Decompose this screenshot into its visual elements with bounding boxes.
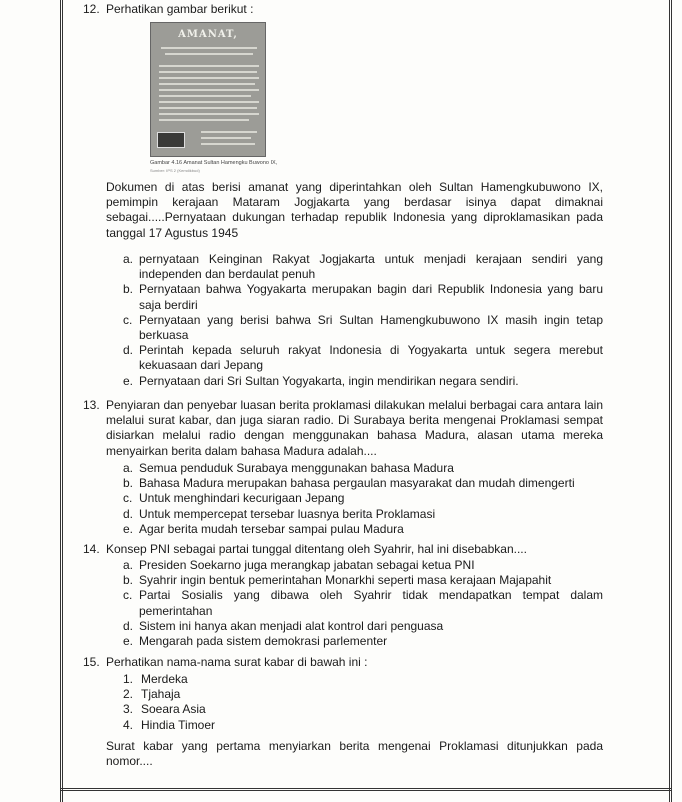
question-13	[83, 398, 603, 459]
list-item	[123, 672, 423, 687]
option-d[interactable]	[123, 507, 603, 522]
option-label: e.	[123, 521, 134, 536]
question-text: Dokumen di atas berisi amanat yang diperintahkan oleh Sultan Hamengkubuwono IX, pemimpin kerajaan Mataram Jogjakarta yang berdasar isinya dapat dimaknai sebagai.....Pernyataan dukungan terhadap republik Indonesia yang diproklamasikan pada tanggal 17 Agustus 1945	[106, 180, 603, 240]
document-text-line	[201, 131, 257, 133]
option-label: d.	[123, 343, 134, 358]
option-label: a.	[123, 252, 134, 266]
list-text: Tjahaja	[141, 687, 181, 702]
document-text-line	[201, 137, 251, 139]
question-12-options	[123, 252, 603, 389]
list-number: 3.	[123, 702, 134, 717]
document-text-line	[201, 143, 255, 145]
question-closing-text: Surat kabar yang pertama menyiarkan berita mengenai Proklamasi ditunjukkan pada nomor....	[106, 739, 603, 769]
option-text: pernyataan Keinginan Rakyat Jogjakarta untuk menjadi kerajaan sendiri yang independen dan berdaulat penuh	[139, 252, 603, 282]
list-item	[123, 702, 423, 717]
document-text-line	[159, 95, 251, 97]
option-label: b.	[123, 282, 134, 297]
option-text: Sistem ini hanya akan menjadi alat kontrol dari penguasa	[139, 618, 444, 633]
question-number: 15.	[83, 655, 100, 669]
document-text-line	[165, 53, 253, 55]
list-item	[123, 718, 423, 733]
figure-caption: Gambar 4.16 Amanat Sultan Hamengku Buwono IX,	[150, 160, 278, 166]
option-text: Bahasa Madura merupakan bahasa pergaulan masyarakat dan mudah dimengerti	[139, 476, 575, 491]
document-text-line	[159, 71, 257, 73]
document-text-line	[159, 107, 257, 109]
document-text-line	[159, 101, 259, 103]
document-text-line	[159, 83, 255, 85]
question-15-closing	[83, 739, 603, 769]
option-c[interactable]	[123, 491, 603, 506]
option-label: c.	[123, 588, 133, 603]
option-b[interactable]	[123, 476, 603, 491]
option-e[interactable]	[123, 522, 603, 537]
document-text-line	[159, 119, 249, 121]
option-label: e.	[123, 373, 134, 388]
figure-source: Sumber: IPS 2 (Kemdikbud)	[150, 168, 200, 173]
list-text: Merdeka	[141, 672, 188, 686]
option-c[interactable]	[123, 313, 603, 343]
option-a[interactable]	[123, 558, 603, 573]
option-text: Pernyataan dari Sri Sultan Yogyakarta, ingin mendirikan negara sendiri.	[139, 373, 519, 388]
list-number: 2.	[123, 687, 134, 702]
option-label: a.	[123, 461, 134, 475]
option-text: Untuk mempercepat tersebar luasnya berita Proklamasi	[139, 506, 436, 521]
option-d[interactable]	[123, 343, 603, 373]
option-label: d.	[123, 618, 134, 633]
option-text: Pernyataan bahwa Yogyakarta merupakan bagin dari Republik Indonesia yang baru saja berdiri	[139, 282, 603, 312]
document-stamp	[157, 132, 185, 148]
newspaper-list	[123, 672, 423, 733]
question-15	[83, 655, 603, 670]
question-number: 14.	[83, 542, 100, 556]
question-number: 12.	[83, 2, 100, 16]
list-number: 4.	[123, 717, 134, 732]
list-text: Hindia Timoer	[141, 717, 216, 732]
question-text: Konsep PNI sebagai partai tunggal ditentang oleh Syahrir, hal ini disebabkan....	[106, 542, 527, 556]
question-text: Perhatikan nama-nama surat kabar di bawah ini :	[106, 655, 368, 669]
option-label: b.	[123, 573, 134, 588]
question-12-body	[83, 180, 603, 241]
list-item	[123, 687, 423, 702]
option-text: Perintah kepada seluruh rakyat Indonesia di Yogyakarta untuk segera merebut kekuasaan dari Jepang	[139, 343, 603, 373]
option-label: c.	[123, 312, 133, 327]
option-label: b.	[123, 476, 134, 491]
option-b[interactable]	[123, 573, 603, 588]
option-d[interactable]	[123, 619, 603, 634]
question-14	[83, 542, 603, 557]
option-c[interactable]	[123, 588, 603, 618]
list-text: Soeara Asia	[141, 702, 206, 717]
question-13-options	[123, 461, 603, 537]
option-text: Untuk menghindari kecurigaan Jepang	[139, 491, 345, 506]
option-e[interactable]	[123, 374, 603, 389]
option-label: c.	[123, 491, 133, 506]
option-label: e.	[123, 634, 134, 649]
option-text: Mengarah pada sistem demokrasi parlementer	[139, 634, 388, 649]
list-number: 1.	[123, 672, 134, 686]
question-text: Penyiaran dan penyebar luasan berita proklamasi dilakukan melalui berbagai cara antara lain melalui surat kabar, dan juga siaran radio. Di Surabaya berita mengenai Proklamasi sempat disiarkan melalui radio dengan menggunakan bahasa Madura, alasan utama mereka menyairkan berita dalam bahasa Madura adalah....	[106, 398, 603, 458]
document-text-line	[161, 47, 257, 49]
question-prompt: Perhatikan gambar berikut :	[106, 2, 254, 16]
option-text: Partai Sosialis yang dibawa oleh Syahrir tidak mendapatkan tempat dalam pemerintahan	[139, 588, 603, 618]
option-b[interactable]	[123, 282, 603, 312]
option-text: Semua penduduk Surabaya menggunakan bahasa Madura	[139, 461, 454, 475]
question-number: 13.	[83, 398, 100, 412]
option-text: Presiden Soekarno juga merangkap jabatan sebagai ketua PNI	[139, 558, 475, 572]
page-bottom-rule	[60, 788, 672, 791]
document-text-line	[159, 65, 259, 67]
question-12-header	[83, 2, 603, 17]
document-text-line	[159, 113, 259, 115]
option-a[interactable]	[123, 252, 603, 282]
document-text-line	[159, 77, 259, 79]
option-e[interactable]	[123, 634, 603, 649]
amanat-document-image	[150, 22, 266, 157]
option-label: a.	[123, 558, 134, 572]
option-text: Pernyataan yang berisi bahwa Sri Sultan Hamengkubuwono IX masih ingin tetap berkuasa	[139, 312, 603, 343]
question-14-options	[123, 558, 603, 649]
option-text: Agar berita mudah tersebar sampai pulau Madura	[139, 521, 404, 536]
option-a[interactable]	[123, 461, 603, 476]
figure-title: AMANAT,	[178, 29, 238, 40]
option-text: Syahrir ingin bentuk pemerintahan Monarkhi seperti masa kerajaan Majapahit	[139, 573, 552, 588]
document-text-line	[159, 89, 259, 91]
option-label: d.	[123, 506, 134, 521]
